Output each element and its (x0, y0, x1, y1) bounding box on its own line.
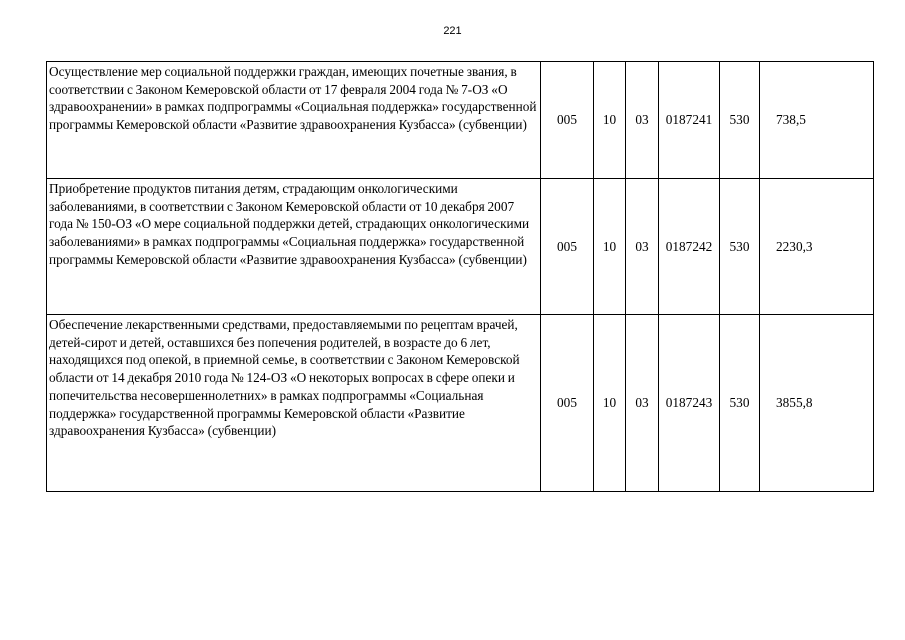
ministry-code: 005 (541, 315, 594, 492)
subsection-code: 03 (626, 315, 659, 492)
subsection-code: 03 (626, 62, 659, 179)
amount-value: 738,5 (760, 62, 874, 179)
table-row (47, 315, 874, 492)
target-article-code: 0187241 (659, 62, 720, 179)
ministry-code: 005 (541, 179, 594, 315)
table-row (47, 179, 874, 315)
amount-value: 2230,3 (760, 179, 874, 315)
ministry-code: 005 (541, 62, 594, 179)
row-description: Приобретение продуктов питания детям, страдающим онкологическими заболеваниями, в соответствии с Законом Кемеровской области от 10 декабря 2007 года № 150-ОЗ «О мере социальной поддержки детей, страдающих онкологическими заболеваниями» в рамках подпрограммы «Социальная поддержка» государственной программы Кемеровской области «Развитие здравоохранения Кузбасса» (субвенции) (47, 179, 541, 315)
expense-type-code: 530 (720, 179, 760, 315)
target-article-code: 0187242 (659, 179, 720, 315)
expense-type-code: 530 (720, 62, 760, 179)
page-number: 221 (443, 25, 462, 37)
section-code: 10 (594, 315, 626, 492)
amount-value: 3855,8 (760, 315, 874, 492)
expense-type-code: 530 (720, 315, 760, 492)
row-description: Обеспечение лекарственными средствами, предоставляемыми по рецептам врачей, детей-сирот и детей, оставшихся без попечения родителей, в возрасте до 6 лет, находящихся под опекой, в приемной семье, в соответствии с Законом Кемеровской области от 14 декабря 2010 года № 124-ОЗ «О некоторых вопросах в сфере опеки и попечительства несовершеннолетних» в рамках подпрограммы «Социальная поддержка» государственной программы Кемеровской области «Развитие здравоохранения Кузбасса» (субвенции) (47, 315, 541, 492)
budget-table (46, 61, 874, 492)
section-code: 10 (594, 179, 626, 315)
target-article-code: 0187243 (659, 315, 720, 492)
row-description: Осуществление мер социальной поддержки граждан, имеющих почетные звания, в соответствии с Законом Кемеровской области от 17 февраля 2004 года № 7-ОЗ «О здравоохранении» в рамках подпрограммы «Социальная поддержка» государственной программы Кемеровской области «Развитие здравоохранения Кузбасса» (субвенции) (47, 62, 541, 179)
table-row (47, 62, 874, 179)
subsection-code: 03 (626, 179, 659, 315)
section-code: 10 (594, 62, 626, 179)
